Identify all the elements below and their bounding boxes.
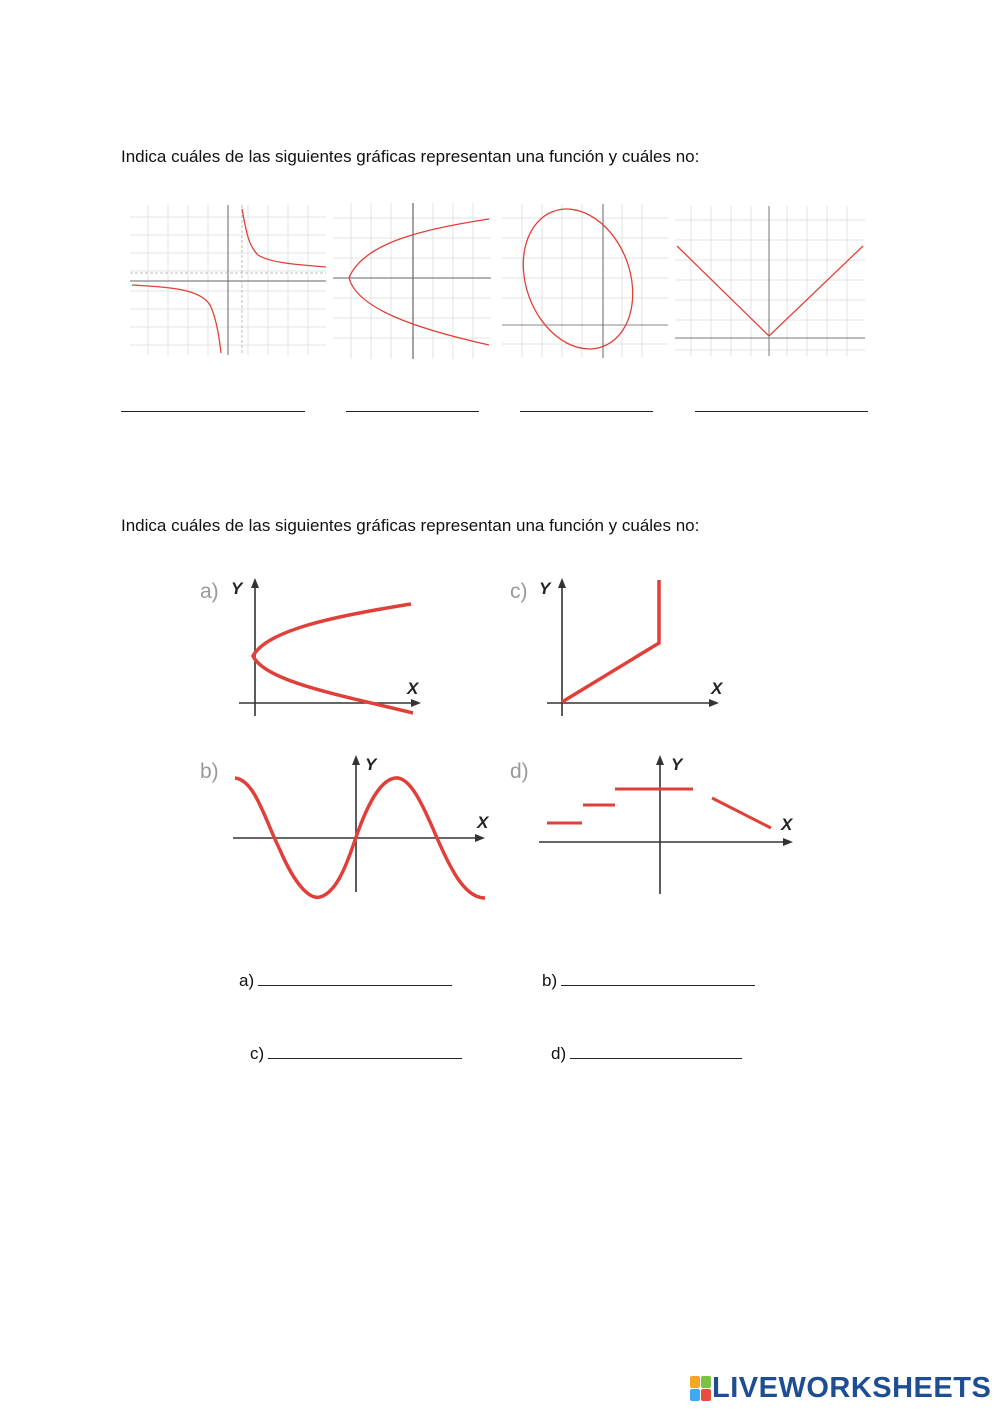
liveworksheets-logo [690,1372,991,1405]
live-badge-icon [690,1376,712,1402]
panel-d-x-label: X [781,815,793,834]
panel-b-y-label: Y [365,755,377,774]
panel-a-y-label: Y [231,579,243,598]
panel-a [195,570,430,720]
panel-c [505,570,730,720]
logo-text: LIVEWORKSHEETS [712,1372,992,1404]
answer-blank-2[interactable] [346,411,479,412]
panel-b-label: b) [200,760,219,783]
hyperbola-right-branch [242,209,326,267]
instruction-2: Indica cuáles de las siguientes gráficas representan una función y cuáles no: [121,516,700,535]
answer-blank-4[interactable] [695,411,868,412]
answer-a-label: a) [239,971,255,990]
answer-d-line[interactable] [570,1041,742,1059]
ellipse-curve [505,204,652,358]
answer-c [250,1041,462,1064]
answer-b-line[interactable] [561,968,755,986]
graph-ellipse [502,204,668,358]
answer-d-label: d) [551,1044,567,1063]
answer-blank-1[interactable] [121,411,305,412]
panel-d [505,750,800,900]
answer-d [551,1041,742,1064]
panel-c-x-label: X [711,679,723,698]
panel-b-x-label: X [477,813,489,832]
panel-c-curve [562,580,659,702]
graph-sideways-parabola [333,203,491,359]
panel-c-y-label: Y [539,579,551,598]
panel-a-label: a) [200,580,219,603]
answer-b-label: b) [542,971,558,990]
panel-d-label: d) [510,760,529,783]
answer-blank-3[interactable] [520,411,653,412]
answer-a-line[interactable] [258,968,452,986]
answer-c-line[interactable] [268,1041,462,1059]
panel-a-curve [253,604,413,713]
answer-c-label: c) [250,1044,265,1063]
graph-hyperbola [130,205,326,355]
panel-d-step-4 [712,798,771,828]
panel-c-label: c) [510,580,528,603]
graph-absolute-value [675,206,865,356]
panel-d-y-label: Y [671,755,683,774]
answer-a [239,968,452,991]
instruction-1: Indica cuáles de las siguientes gráficas representan una función y cuáles no: [121,147,700,166]
panel-b [195,750,490,905]
answer-b [542,968,755,991]
panel-a-x-label: X [407,679,419,698]
